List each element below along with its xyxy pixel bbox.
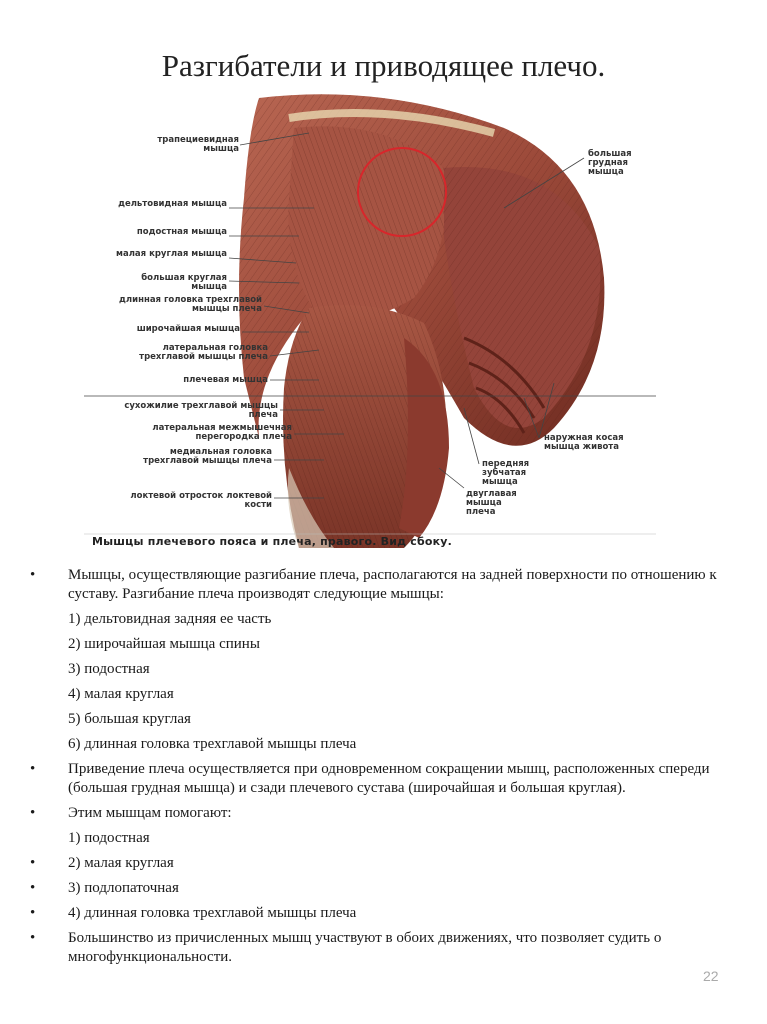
list-item [30, 685, 746, 704]
shoulder-muscles-illustration [84, 88, 656, 554]
item-text: 1) дельтовидная задняя ее часть [68, 611, 272, 627]
list-item [30, 929, 746, 967]
list-item [30, 804, 746, 823]
list-item [30, 735, 746, 754]
label-teres-minor: малая круглая мышца [116, 249, 227, 259]
item-text: 2) малая круглая [68, 855, 174, 871]
label-triceps-tendon: сухожилие трехглавой мышцы плеча [124, 401, 278, 420]
item-text: Этим мышцам помогают: [68, 805, 232, 821]
list-item [30, 710, 746, 729]
label-trapezius: трапециевидная мышца [157, 135, 239, 154]
list-item [30, 904, 746, 923]
item-text: 5) большая круглая [68, 711, 191, 727]
anatomy-figure [84, 88, 656, 554]
item-text: 4) длинная головка трехглавой мышцы плеча [68, 905, 357, 921]
figure-caption: Мышцы плечевого пояса и плеча, правого. Вид сбоку. [92, 535, 453, 548]
label-serratus-anterior: передняя зубчатая мышца [482, 459, 530, 487]
item-text: 3) подостная [68, 661, 150, 677]
label-infraspinatus: подостная мышца [136, 227, 227, 237]
list-item [30, 829, 746, 848]
list-item [30, 879, 746, 898]
label-latissimus: широчайшая мышца [136, 324, 240, 334]
label-biceps: двуглавая мышца плеча [466, 489, 517, 517]
bullet: • [30, 567, 36, 583]
bullet: • [30, 805, 36, 821]
page-number: 22 [703, 968, 719, 984]
bullet: • [30, 905, 36, 921]
label-external-oblique: наружная косая мышца живота [544, 433, 624, 452]
bullet: • [30, 855, 36, 871]
label-triceps-lateral-head: латеральная головка трехглавой мышцы плеча [139, 343, 268, 362]
item-text: Большинство из причисленных мышц участвуют в обоих движениях, что позволяет судить о многофункциональности. [68, 930, 662, 965]
bullet: • [30, 761, 36, 777]
slide-title: Разгибатели и приводящее плечо. [161, 48, 606, 83]
label-teres-major: большая круглая мышца [141, 273, 227, 292]
list-item [30, 566, 746, 604]
slide-body [30, 566, 746, 973]
item-text: 6) длинная головка трехглавой мышцы плеча [68, 736, 357, 752]
item-text: 4) малая круглая [68, 686, 174, 702]
label-brachialis: плечевая мышца [183, 375, 268, 385]
list-item [30, 610, 746, 629]
label-pectoralis-major: большая грудная мышца [588, 149, 632, 177]
item-text: 2) широчайшая мышца спины [68, 636, 260, 652]
list-item [30, 660, 746, 679]
label-intermuscular-septum: латеральная межмышечная перегородка плеча [152, 423, 292, 442]
list-item [30, 760, 746, 798]
label-deltoid: дельтовидная мышца [118, 199, 227, 209]
item-text: 3) подлопаточная [68, 880, 179, 896]
item-text: Мышцы, осуществляющие разгибание плеча, располагаются на задней поверхности по отношению к суставу. Разгибание плеча производят следующие мышцы: [68, 567, 717, 602]
item-text: 1) подостная [68, 830, 150, 846]
label-triceps-medial-head: медиальная головка трехглавой мышцы плеча [143, 447, 272, 466]
list-item [30, 635, 746, 654]
list-item [30, 854, 746, 873]
bullet: • [30, 930, 36, 946]
bullet: • [30, 880, 36, 896]
label-olecranon: локтевой отросток локтевой кости [130, 491, 272, 510]
label-triceps-long-head: длинная головка трехглавой мышцы плеча [119, 295, 262, 314]
item-text: Приведение плеча осуществляется при одновременном сокращении мышц, расположенных спереди (большая грудная мышца) и сзади плечевого сустава (широчайшая и большая круглая). [68, 761, 710, 796]
